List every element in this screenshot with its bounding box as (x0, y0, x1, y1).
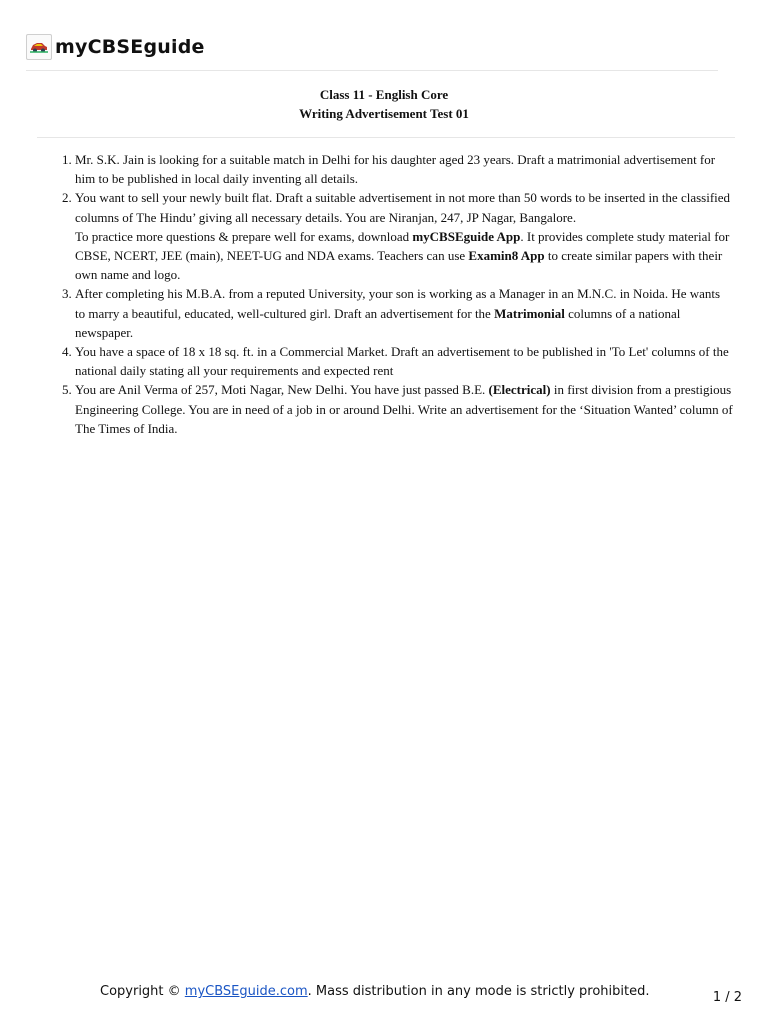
class-title: Class 11 - English Core (319, 87, 449, 102)
page-number: 1 / 2 (712, 990, 742, 1005)
question-item: 1. Mr. S.K. Jain is looking for a suitable match in Delhi for his daughter aged 23 years. Draft a matrimonial advertisement for him to be published in local daily inventing all details. (75, 150, 733, 188)
examin8-name: Examin8 App (468, 248, 545, 264)
car-logo-icon (26, 34, 52, 60)
promo-text: To practice more questions & prepare well for exams, download myCBSEguide App. It provides complete study material for CBSE, NCERT, JEE (main), NEET-UG and NDA exams. Teachers can use Examin8 App to create similar papers with their own name and logo. (75, 228, 730, 283)
question-item: 5. You are Anil Verma of 257, Moti Nagar, New Delhi. You have just passed B.E. (Electrical) in first division from a prestigious Engineering College. You are in need of a job in or around Delhi. Write an advertisement for the ‘Situation Wanted’ column of The Times of India. (75, 380, 733, 438)
question-item: 2. You want to sell your newly built flat. Draft a suitable advertisement in not more than 50 words to be inserted in the classified columns of The Hindu’ giving all necessary details. You are Niranjan, 247, JP Nagar, Bangalore. To practice more questions & prepare well for exams, download myCBSEguide App. It provides complete study material for CBSE, NCERT, JEE (main), NEET-UG and NDA exams. Teachers can use Examin8 App to create similar papers with their own name and logo. (75, 188, 733, 284)
header-divider (26, 70, 718, 71)
header (26, 30, 205, 64)
test-name: Writing Advertisement Test 01 (299, 106, 469, 121)
title-divider (37, 137, 735, 138)
copyright-footer: Copyright © myCBSEguide.com. Mass distribution in any mode is strictly prohibited. (100, 984, 650, 999)
app-name: myCBSEguide App (412, 228, 521, 244)
test-title (0, 85, 768, 123)
question-item: 3. After completing his M.B.A. from a reputed University, your son is working as a Manager in an M.N.C. in Noida. He wants to marry a beautiful, educated, well-cultured girl. Draft an advertisement for the Matrimonial columns of a national newspaper. (75, 284, 733, 342)
site-link[interactable]: myCBSEguide.com (184, 984, 308, 999)
brand-name: myCBSEguide (55, 36, 205, 58)
question-item: 4. You have a space of 18 x 18 sq. ft. in a Commercial Market. Draft an advertisement to be published in 'To Let' columns of the national daily stating all your requirements and expected rent (75, 342, 733, 380)
question-list (75, 150, 733, 438)
